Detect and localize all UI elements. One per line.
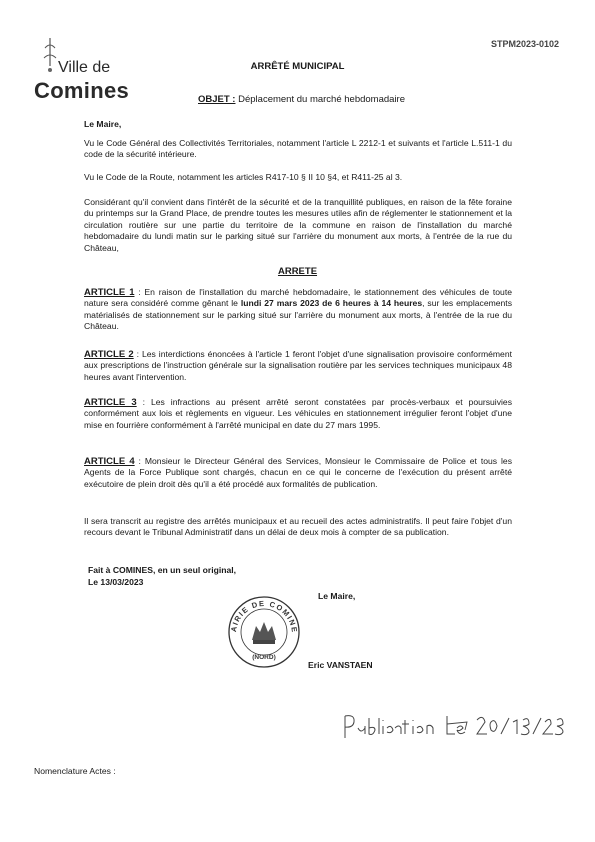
objet-text: Déplacement du marché hebdomadaire (235, 94, 405, 105)
objet-label: OBJET : (198, 94, 236, 105)
le-maire-signature-label: Le Maire, (318, 591, 356, 601)
article-1-label: ARTICLE 1 (84, 287, 135, 298)
logo-comines: Comines (34, 78, 130, 103)
stamp-seal-icon (226, 594, 302, 670)
article-4-text: : Monsieur le Directeur Général des Services, Monsieur le Commissaire de Police et tous les Agents de la Force Publique sont chargés, chacun en ce qui le concerne de l'exécution du présent arrêté exécutoire de plein droit dès qu'il a été procédé aux formalités de publication. (84, 456, 512, 489)
nomenclature-actes: Nomenclature Actes : (34, 766, 116, 776)
article-1-post: , sur les emplacements matérialisés de stationnement sur le parking situé sur l'arrière du monument aux morts, à l'entrée de la rue du Château. (84, 298, 512, 332)
document-title: ARRÊTÉ MUNICIPAL (250, 61, 345, 72)
article-2-text: : Les interdictions énoncées à l'article 1 feront l'objet d'une signalisation provisoire conformément aux prescriptions de l'instruction générale sur la signalisation routière par les services techniques municipaux 48 heures avant l'intervention. (84, 349, 512, 382)
article-2 (84, 349, 512, 383)
arrete-heading: ARRETE (277, 266, 318, 277)
stamp-bottom-text: (NORD) (252, 654, 276, 661)
stamp-text: AIRIE DE COMINE (228, 598, 300, 634)
article-1-pre: : En raison de l'installation du marché hebdomadaire, le stationnement des véhicules de toute nature sera considéré comme gênant le (84, 287, 512, 309)
article-2-label: ARTICLE 2 (84, 349, 134, 360)
registre-paragraph: Il sera transcrit au registre des arrêtés municipaux et au recueil des actes administratifs. Il peut faire l'objet d'un recours devant le Tribunal Administratif dans un délai de deux mois à compter de sa publication. (84, 516, 512, 538)
article-3-text: : Les infractions au présent arrêté seront constatées par procès-verbaux et poursuivies conformément aux lois et règlements en vigueur. Les véhicules en stationnement irrégulier feront l'objet d'une mise en fourrière conformément à l'arrêté municipal en date du 27 mars 1995. (84, 397, 513, 430)
article-1 (84, 287, 512, 333)
article-3-label: ARTICLE 3 (84, 397, 137, 408)
article-4 (84, 456, 512, 490)
considerant: Considérant qu'il convient dans l'intérêt de la sécurité et de la tranquillité publiques, en raison de la fête foraine du printemps sur la Grand Place, de prendre toutes les mesures utiles afin de réglementer le stationnement et la circulation routière sur une partie du territoire de la commune en raison de l'installation du marché hebdomadaire du lundi matin sur le parking situé sur l'arrière du monument aux morts, à l'entrée de la rue du Château, (84, 197, 512, 253)
vu-code-route: Vu le Code de la Route, notamment les articles R417-10 § II 10 §4, et R411-25 al 3. (84, 172, 403, 182)
logo-ville-de: Ville de (58, 59, 111, 76)
article-1-date: lundi 27 mars 2023 de 6 heures à 14 heures (240, 298, 423, 309)
le-maire-intro: Le Maire, (84, 119, 122, 129)
article-3 (84, 397, 512, 431)
article-4-label: ARTICLE 4 (84, 456, 135, 467)
fait-a-comines: Fait à COMINES, en un seul original, (88, 565, 237, 575)
signatory-name: Eric VANSTAEN (308, 660, 373, 670)
mairie-stamp (226, 594, 302, 670)
document-date: Le 13/03/2023 (88, 577, 144, 587)
objet-line (198, 94, 405, 105)
handwritten-publication-note (343, 704, 568, 744)
vu-cgct: Vu le Code Général des Collectivités Territoriales, notamment l'article L 2212-1 et suivants et l'article L.511-1 du code de la sécurité intérieure. (84, 138, 512, 160)
document-reference: STPM2023-0102 (490, 39, 559, 49)
